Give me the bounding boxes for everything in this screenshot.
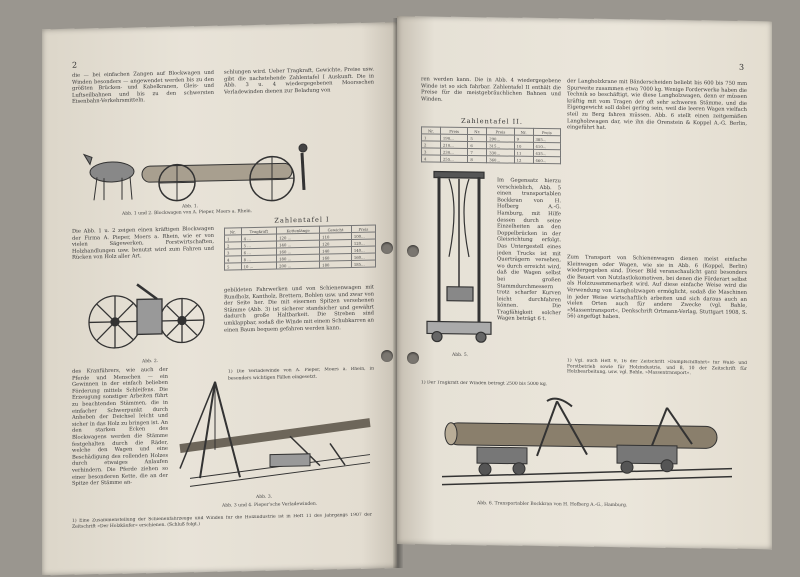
table-cell: 360...	[487, 156, 514, 163]
table-header: Preis	[440, 127, 467, 134]
table-header: Preis	[533, 128, 560, 135]
right-col2-top-text: der Langholzkrane mit Bänderscheiden beliebt bis 600 bis 750 mm Spurweite zusammen etwa 7000 kg. Wenige Forderwerke haben die Technik so beschäftigt, wie diese Langholzwagen, denn er müssen kräftig mit vom Tragen der oft sehr schweren Stämme, und die Eigengewicht soll dabei gering sein, weil die leeren Wagen vielfach steil zu Berg fahren müssen. Abb. 6 stellt einen zeitgemäßen Langholzwagen dar, wie ihn die Orenstein & Koppel A.-G. Berlin, eingeführt hat.	[567, 78, 747, 132]
table-cell: 315...	[487, 142, 514, 149]
table-cell: 5	[468, 134, 487, 141]
table-cell: 100...	[351, 232, 375, 240]
right-col1-top-text: ren werden kann. Die in Abb. 4 wiedergegebene Winde ist so sich fahrbar. Zahlentafel II enthält die Preise für die meistgebräuchlichen Bahnen und Winden.	[421, 76, 561, 103]
table-cell: 185...	[351, 260, 375, 268]
table-cell: 160...	[351, 253, 375, 261]
table-cell: 110	[320, 232, 352, 240]
table-1	[224, 224, 376, 270]
table-header: Tragkraft	[241, 227, 277, 235]
right-col1-footnote: 1) Der Tragkraft der Winden beträgt 2500 bis 5000 kg.	[421, 380, 548, 388]
table-cell: 4	[422, 155, 441, 162]
table-cell: 435...	[533, 149, 560, 156]
table-cell: 2	[225, 242, 242, 249]
table-cell: 180 ...	[277, 254, 320, 262]
table-cell: 460...	[533, 156, 560, 163]
table-cell: 120 ...	[277, 233, 320, 241]
table-header: Preis	[351, 225, 375, 233]
table-cell: 8 ...	[241, 255, 277, 263]
table-cell: 3	[225, 249, 242, 256]
table-cell: 6	[468, 141, 487, 148]
table-cell: 200 ...	[277, 261, 320, 269]
table-cell: 255...	[440, 155, 467, 162]
punch-hole	[381, 350, 393, 362]
table-cell: 2	[422, 141, 441, 148]
right-page	[397, 16, 772, 549]
figure-3-caption: Abb. 3.	[256, 494, 273, 500]
table-cell: 385...	[533, 135, 560, 142]
figure-2-caption: Abb. 2.	[142, 359, 159, 365]
table-cell: 9	[514, 135, 533, 142]
table-cell: 10 ...	[241, 262, 277, 270]
figure-1-caption: Abb. 1.	[182, 204, 199, 210]
left-page	[42, 22, 397, 575]
punch-hole	[381, 242, 393, 254]
table-cell: 1	[422, 134, 441, 141]
table-cell: 210...	[440, 141, 467, 148]
table-cell: 6 ...	[241, 248, 277, 256]
page-number: 2	[72, 60, 78, 70]
punch-hole	[407, 245, 419, 257]
figure-1-subcaption: Abb. 1 und 2. Blockwagen von A. Pieper, Moers a. Rhein.	[122, 209, 253, 217]
page-number: 3	[739, 62, 745, 72]
table-cell: 120...	[351, 239, 375, 247]
table-cell: 4	[225, 256, 242, 263]
table-cell: 4 ...	[241, 234, 277, 242]
table-cell: 140 ...	[277, 240, 320, 248]
left-footnote: 1) Eine Zusammenstellung der Schienenfahrzeuge und Winden für die Holzindustrie ist in Heft 11 des Jahrgangs 1907 der Zeitschrift »Der Holzkäufer« erschienen. (Schluß folgt.)	[72, 512, 372, 530]
table-cell: 330...	[487, 149, 514, 156]
table-cell: 1	[225, 235, 242, 242]
table-2	[421, 126, 561, 164]
left-col1-mid-text: Die Abb. 1 u. 2 zeigen einen kräftigen Blockwagen der Firma A. Pieper, Moers a. Rhein, wie er von vielen Sägewerken, Forstwirtschaften, Holzhandlungen usw. benutzt wird zum Fahren und Rücken von Holz aller Art.	[72, 225, 214, 262]
right-col2-footnote: 1) Vgl. auch Heft 9, 16 der Zeitschrift »Dampfschiffahrt« für Wald- und Forstbetrieb sowie für Holzindustrie, und 8, 10 der Zeitschrift für Holzbearbeitung, usw. vgl. Bahle, »Massentransport«.	[567, 358, 747, 377]
table-1-heading: Zahlentafel I	[274, 215, 330, 225]
left-col2-footnote: 1) Die Verladewinde von A. Pieper, Moers a. Rhein, in besonders wichtigen Fällen eingesetzt.	[228, 366, 374, 382]
figure-6-log-transport	[437, 395, 737, 499]
table-cell: 7	[468, 148, 487, 155]
figure-5-caption: Abb. 5.	[452, 352, 469, 358]
left-col1-top-text: die — bei einfachen Zangen auf Blockwagen und Winden besonders — angewendet werden bis zu den größten Brücken- und Kabelkranen, Gleis- und Luftseilbahnen und bis zu den schwersten Eisenbahn-Verkehrsmitteln.	[72, 69, 214, 106]
table-cell: 5	[225, 263, 242, 270]
table-cell: 140	[320, 246, 352, 254]
right-col1-mid-text: Im Gegensatz hierzu verschieblich, Abb. 5 einen transportablen Bockkran von H. Hofberg A.-G. Hamburg, mit Hilfe dessen durch seine Einzelheiten an den Doppelbrücken in der Gleisrichtung erfolgt. Das Untergestell eines jeden Trucks ist mit Querträgern versehen, wo durch erreicht wird, daß die Wagen selbst bei großen Stammdurchmessern trotz scharfer Kurven leicht durchfahren können. Die Tragfähigkeit solcher Wagen beträgt 6 t.	[497, 177, 561, 323]
table-header: Nr.	[225, 228, 242, 235]
table-header: Preis	[487, 128, 514, 135]
table-cell: 160 ...	[277, 247, 320, 255]
punch-hole	[407, 352, 419, 364]
left-col2-top-text: schlungen wird. Ueber Tragkraft, Gewichte, Preise usw. gibt die nachstehende Zahlentafel I Auskunft. Die in Abb. 3 u. 4 wiedergegebenen Moorsschen Verladewinden dienen zur Beladung von	[224, 66, 374, 96]
table-header: Kettenlänge	[277, 226, 320, 234]
table-cell: 3	[422, 148, 441, 155]
table-cell: 230...	[440, 148, 467, 155]
table-2-heading: Zahlentafel II.	[461, 116, 523, 126]
left-col1-low-text: des Kranführers, wie auch der Pferde und Menschen — ein Gewinnen in der einfach belieben Förderung mittels Schleifens. Die Erzeugung sonstiger Arbeiten führt zu beachtenden Stämmen, die in einfacher Schwerpunkt durch Anheben der Deichsel leicht und sicher in das Holz zu bringen ist. An den starken Ecken des Blockwagens werden die Stämme festgehalten durch die Räder, welche den Wagen und eine Beschädigung des rollenden Holzes durch etwaiges Anlaufen verhindern. Die Pferde ziehen so einer besonderen Kette, die an der Spitze der Stämme an-	[72, 366, 168, 487]
right-col2-mid-text: Zum Transport von Schienenwagen dienen meist einfache Kleinwagen oder Wagen, wie sie in Abb. 6 (Koppel, Berlin) wiedergegeben sind. Dieser Bild veranschaulicht ganz besonders die Bauart von Nutzlastlokomotiven, bei denen die Förderart selbst als Holzzusammenarbeit wird. Auf diese einfache Weise wird die Verwendung von Langholzwagen ermöglicht, sodaß die Maschinen in jeder Weise wirtschaftlich arbeiten und sich daraus auch an vielen Orten auch für andere Zwecke (vgl. Bahle, »Massentransport«, Denkschrift Ortmann-Verlag, Stuttgart 1908, S. 56) angefügt haben.	[567, 254, 747, 321]
table-header: Nr.	[468, 127, 487, 134]
table-cell: 160	[320, 253, 352, 261]
table-cell: 8	[468, 155, 487, 162]
table-cell: 140...	[351, 246, 375, 254]
table-cell: 180	[320, 260, 352, 268]
figure-1-block-wagon	[82, 128, 322, 208]
table-cell: 290...	[487, 135, 514, 142]
table-cell: 410...	[533, 142, 560, 149]
table-row	[422, 155, 561, 164]
table-cell: 11	[514, 149, 533, 156]
figure-2-wagon-wheels	[87, 278, 207, 359]
table-cell: 120	[320, 239, 352, 247]
table-cell: 190...	[440, 134, 467, 141]
table-cell: 12	[514, 156, 533, 163]
figure-3-loading-winch	[170, 374, 380, 496]
figure-5-portable-crane	[419, 166, 499, 347]
table-header: Nr.	[514, 128, 533, 135]
table-cell: 5 ...	[241, 241, 277, 249]
figure-6-caption: Abb. 6. Transportabler Bockkran von H. Hofberg A.-G., Hamburg.	[477, 501, 628, 509]
table-header: Nr.	[422, 127, 441, 134]
table-header: Gewicht	[320, 225, 352, 233]
table-cell: 10	[514, 142, 533, 149]
left-col2-mid-text: gebildeten Fahrwerken und von Schienenwagen mit Rundholz, Kantholz, Brettern, Bohlen usw. und zwar von der Seite her. Die mit eisernen Spitzen versehenen Stämme (Abb. 3) ist sicherer standsicher und gewährt dadurch große Haltbarkeit. Die Streben sind umklappbar, sodaß die Winde mit einem Schubkarren an einen Baum bequem gefahren werden kann.	[224, 284, 374, 334]
figure-3-subcaption: Abb. 3 und 4. Pieper'sche Verladewinden.	[222, 501, 318, 509]
